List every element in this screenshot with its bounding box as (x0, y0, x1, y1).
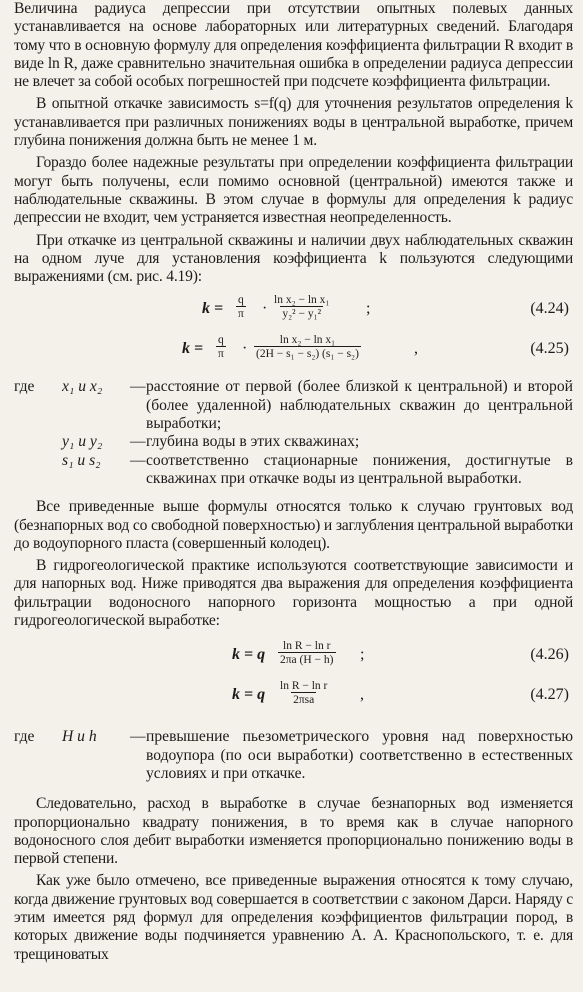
paragraph-test-pumping: В опытной откачке зависимость s=f(q) для уточнения результатов определения k устанавливается при различных понижениях воды в центральной выработке, причем глубина понижения должна быть не менее 1 м. (14, 95, 573, 150)
paragraph-groundwater: Все приведенные выше формулы относятся только к случаю грунтовых вод (безнапорных вод со свободной поверхностью) и заглубления центральной выработки до водоупорного пласта (совершенный колодец). (14, 498, 573, 552)
fraction-q-pi: $\frac{q}{\pi}$ (238, 294, 244, 321)
equation-number: (4.27) (530, 686, 569, 704)
formula-lhs: k = (202, 300, 224, 318)
equation-number: (4.25) (530, 340, 569, 358)
definitions-list-1: где x₁ и x₂ — расстояние от первой (более близкой к центральной) и второй (более удаленной) наблюдательных скважин до центральной выработки; y₁ и y₂ — глубина воды в этих скважинах; s₁ и s₂ — соответственно стационарные понижения, достигнутые в скважинах при откачке воды из центральной выработки. (14, 378, 573, 487)
paragraph-radius: Величина радиуса депрессии при отсутствии опытных полевых данных устанавливается на основе лабораторных или литературных сведений. Благодаря тому что в основную формулу для определения коэффициента фильтрации R входит в виде ln R, даже сравнительно значительная ошибка в определении радиуса депрессии не влечет за собой особых погрешностей при подсчете коэффициента фильтрации. (14, 0, 573, 91)
paragraph-two-wells: При откачке из центральной скважины и наличии двух наблюдательных скважин на одном луче для установления коэффициента k пользуются следующими выражениями (см. рис. 4.19): (14, 231, 573, 286)
paragraph-observation-wells: Гораздо более надежные результаты при определении коэффициента фильтрации могут быть получены, если помимо основной (центральной) имеются также и наблюдательные скважины. В этом случае в формулы для определения k радиус депрессии не входит, чем устраняется известная неопределенность. (14, 154, 573, 227)
formula-lhs: k = (182, 340, 204, 358)
fraction-q-pi: $\frac{q}{\pi}$ (218, 334, 224, 361)
equation-number: (4.24) (530, 300, 569, 318)
formula-lhs: k = q (232, 686, 266, 704)
equation-number: (4.26) (530, 646, 569, 664)
definitions-list-2: где H и h — превышение пьезометрического уровня над поверхностью водоупора (по оси выработки) соответственно в естественных условиях и при откачке. (14, 728, 573, 782)
formula-4-24: k = $\frac{q}{\pi}$ · $\frac{\text{ln x₂ − ln x₁}}{\text{y₂² − y₁²}}$ ; (4.24) (202, 294, 569, 321)
fraction-main: $\frac{\text{ln x₂ − ln x₁}}{\text{(2H − s₁ − s₂) (s₁ − s₂)}}$ (256, 334, 359, 361)
fraction-main: $\frac{\text{ln x₂ − ln x₁}}{\text{y₂² − y₁²}}$ (274, 294, 330, 321)
formula-4-27: k = q ln R − ln r 2πsa , (4.27) (232, 680, 569, 707)
paragraph-discharge: Следовательно, расход в выработке в случае безнапорных вод изменяется пропорционально квадрату понижения, в то время как в случае напорного водоносного слоя дебит выработки изменяется пропорционально понижению воды в первой степени. (14, 795, 573, 868)
formula-4-25: k = $\frac{q}{\pi}$ · $\frac{\text{ln x₂ − ln x₁}}{\text{(2H − s₁ − s₂) (s₁ − s₂)}}$ , (4.25) (182, 334, 569, 361)
formula-4-26: k = q $\frac{\text{ln R − ln r}}{2\pi a (H - h)}$ ; (4.26) (232, 640, 569, 667)
paragraph-darcy: Как уже было отмечено, все приведенные выражения относятся к тому случаю, когда движение грунтовых вод совершается в соответствии с законом Дарси. Наряду с этим имеется ряд формул для определения коэффициентов фильтрации пород, в которых движение воды подчиняется уравнению А. А. Краснопольского, т. е. для трещиноватых (14, 872, 573, 963)
fraction-main: ln R − ln r 2πsa (280, 680, 328, 707)
formula-lhs: k = q (232, 646, 266, 664)
paragraph-confined: В гидрогеологической практике используются соответствующие зависимости и для напорных вод. Ниже приводятся два выражения для определения коэффициента фильтрации водоносного напорного горизонта мощностью a при одной гидрогеологической выработке: (14, 557, 573, 630)
fraction-main: $\frac{\text{ln R − ln r}}{2\pi a (H - h)}$ (280, 640, 334, 667)
